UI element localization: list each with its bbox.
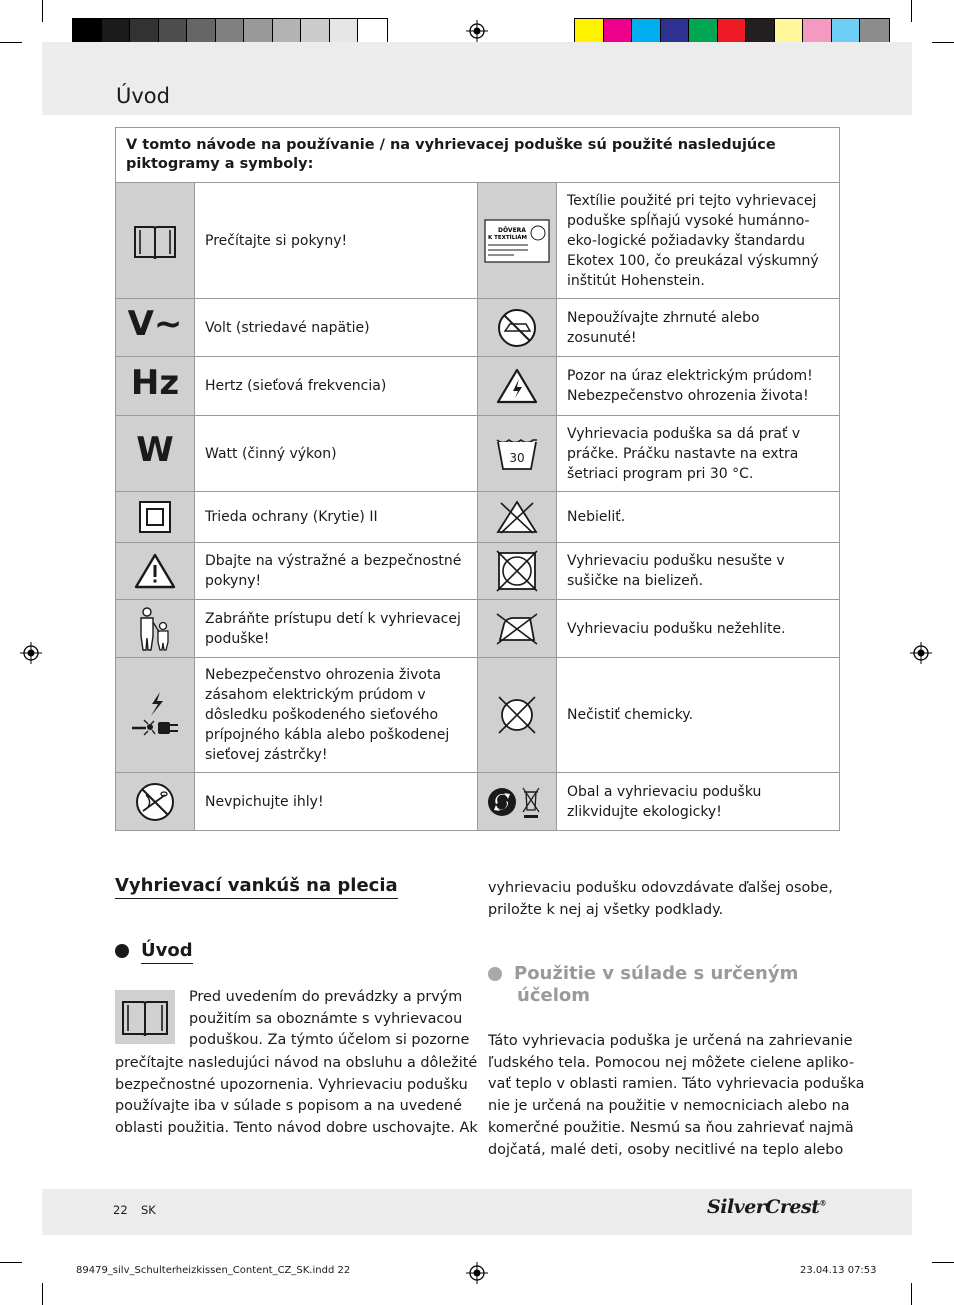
damaged-cable-icon (130, 690, 180, 740)
child-icon (135, 606, 175, 652)
text-line: poduškou. Za týmto účelom si pozorne (189, 1032, 470, 1049)
symbol-description: Vyhrievaciu podušku nesušte v sušičke na bielizeň. (557, 543, 840, 600)
text-line: prečítajte nasledujúci návod na obsluhu a dôležité (115, 1055, 478, 1071)
symbol-description: Nebieliť. (557, 492, 840, 543)
text-line: Táto vyhrievacia poduška je určená na zahrievanie (488, 1033, 853, 1049)
symbol-description: Prečítajte si pokyny! (195, 183, 478, 299)
warning-icon (134, 552, 176, 590)
registration-mark-icon (466, 20, 488, 42)
text-line: priložte k nej aj všetky podklady. (488, 901, 724, 918)
wash-temp-label: 30 (509, 450, 525, 465)
symbol-cell (116, 357, 195, 416)
table-row (116, 416, 840, 492)
crop-mark (911, 1283, 912, 1305)
text-line: Pred uvedením do prevádzky a prvým (189, 989, 463, 1005)
symbol-description: Volt (striedavé napätie) (195, 299, 478, 357)
brand-part-a: Silver (707, 1196, 766, 1218)
symbol-cell (478, 543, 557, 600)
registration-mark-icon (466, 1262, 488, 1284)
wash-30-icon (495, 436, 539, 472)
table-row (116, 183, 840, 299)
intro-paragraph-part2 (115, 1053, 478, 1140)
symbol-cell (116, 773, 195, 831)
brand-part-b: Crest (765, 1196, 820, 1218)
symbol-cell (478, 357, 557, 416)
crop-mark (911, 0, 912, 22)
crop-mark (42, 0, 43, 22)
slug-date: 23.04.13 07:53 (800, 1265, 877, 1276)
symbol-cell (478, 416, 557, 492)
symbol-description: Dbajte na výstražné a bezpečnostné pokyny! (195, 543, 478, 600)
section-title-text: Úvod (141, 940, 193, 964)
section-title-text: účelom (517, 985, 590, 1006)
book-icon (115, 990, 175, 1044)
crop-mark (0, 1262, 22, 1263)
no-tumble-dry-icon (495, 549, 539, 593)
section-title-intro (115, 940, 193, 961)
language-code: SK (141, 1203, 156, 1217)
section-title-text: Použitie v súlade s určeným (514, 963, 799, 984)
slug-filename: 89479_silv_Schulterheizkissen_Content_CZ_SK.indd 22 (76, 1265, 351, 1276)
symbol-cell (116, 299, 195, 357)
oeko-label-line2: K TEXTÍLIÁM (488, 234, 528, 241)
electric-warning-icon (496, 367, 538, 405)
continued-paragraph (488, 878, 833, 921)
oeko-label-line1: DÔVERA (498, 226, 526, 234)
symbols-table (115, 127, 840, 831)
symbol-cell (116, 416, 195, 492)
table-row (116, 600, 840, 658)
symbol-cell (116, 543, 195, 600)
text-line: vyhrievaciu podušku odovzdávate ďalšej osobe, (488, 880, 833, 896)
book-icon (133, 221, 177, 261)
section-title-shoulder-pad (115, 875, 398, 896)
text-line: bezpečnostné upozornenia. Vyhrievaciu podušku (115, 1076, 468, 1093)
symbol-description: Vyhrievacia poduška sa dá prať v práčke. Práčku nastavte na extra šetriaci program pri 30 °C. (557, 416, 840, 492)
text-line: používajte iba v súlade s popisom a na uvedené (115, 1098, 463, 1115)
intro-paragraph-part1 (189, 987, 469, 1052)
symbol-description: Textílie použité pri tejto vyhrievacej poduške spĺňajú vysoké humánno-eko-logické požiadavky štandardu Ekotex 100, čo preukázal výskumný inštitút Hohenstein. (557, 183, 840, 299)
symbol-cell (116, 183, 195, 299)
text-line: dojčatá, malé deti, osoby necitlivé na teplo alebo (488, 1141, 844, 1158)
bullet-icon (115, 944, 129, 958)
table-row (116, 357, 840, 416)
brand-logo (707, 1196, 826, 1218)
table-row (116, 492, 840, 543)
text-line: oblasti použitia. Tento návod dobre uschovajte. Ak (115, 1120, 478, 1137)
symbol-cell (116, 658, 195, 773)
bullet-icon (488, 967, 502, 981)
intended-use-paragraph (488, 1031, 864, 1161)
table-row (116, 658, 840, 773)
watt-symbol: W (136, 430, 174, 470)
symbol-description: Pozor na úraz elektrickým prúdom! Nebezpečenstvo ohrozenia života! (557, 357, 840, 416)
hertz-symbol: Hz (130, 362, 180, 403)
symbol-cell (478, 600, 557, 658)
symbol-cell (478, 299, 557, 357)
registration-mark-icon (910, 642, 932, 664)
brand-mark: ® (819, 1198, 826, 1208)
symbol-description: Vyhrievaciu podušku nežehlite. (557, 600, 840, 658)
text-line: komerčné použitie. Nesmú sa ňou zahrievať najmä (488, 1119, 854, 1136)
symbol-description: Watt (činný výkon) (195, 416, 478, 492)
text-line: nie je určená na použitie v nemocniciach alebo na (488, 1098, 850, 1115)
text-line: ľudského tela. Pomocou nej môžete cielene apliko- (488, 1054, 855, 1071)
no-needles-icon (134, 781, 176, 823)
symbol-description: Nepoužívajte zhrnuté alebo zosunuté! (557, 299, 840, 357)
table-row (116, 773, 840, 831)
no-folded-icon (496, 307, 538, 349)
volt-symbol: V~ (127, 304, 183, 344)
symbol-cell (116, 492, 195, 543)
crop-mark (932, 1262, 954, 1263)
symbol-cell (478, 183, 557, 299)
registration-mark-icon (20, 642, 42, 664)
table-caption: V tomto návode na používanie / na vyhrievacej poduške sú použité nasledujúce piktogramy a symboly: (116, 128, 840, 183)
symbol-description: Obal a vyhrievaciu podušku zlikvidujte ekologicky! (557, 773, 840, 831)
symbol-cell (478, 658, 557, 773)
section-title-intended-use (488, 963, 798, 1007)
book-icon-box (115, 990, 175, 1044)
symbol-description: Nebezpečenstvo ohrozenia života zásahom elektrickým prúdom v dôsledku poškodeného sieťového prípojného kábla alebo poškodenej sieťovej zástrčky! (195, 658, 478, 773)
no-dry-clean-icon (495, 693, 539, 737)
header-band (42, 42, 912, 115)
symbol-description: Trieda ochrany (Krytie) II (195, 492, 478, 543)
symbol-description: Hertz (sieťová frekvencia) (195, 357, 478, 416)
crop-mark (0, 42, 22, 43)
crop-mark (42, 1283, 43, 1305)
symbol-description: Zabráňte prístupu detí k vyhrievacej poduške! (195, 600, 478, 658)
symbol-description: Nevpichujte ihly! (195, 773, 478, 831)
oeko-tex-label-icon (484, 219, 550, 263)
class-ii-icon (138, 500, 172, 534)
no-iron-icon (494, 610, 540, 648)
page-number: 22 (113, 1203, 128, 1217)
text-line: použitím sa oboznámte s vyhrievacou (189, 1010, 463, 1027)
crop-mark (932, 42, 954, 43)
text-line: vať teplo v oblasti ramien. Táto vyhrievacia poduška (488, 1076, 865, 1093)
table-row (116, 299, 840, 357)
page-title: Úvod (116, 84, 170, 108)
recycle-icon (486, 782, 548, 822)
table-caption-row (116, 128, 840, 183)
table-row (116, 543, 840, 600)
no-bleach-icon (495, 499, 539, 535)
symbol-description: Nečistiť chemicky. (557, 658, 840, 773)
symbol-cell (478, 492, 557, 543)
symbol-cell (116, 600, 195, 658)
symbol-cell (478, 773, 557, 831)
section-title-text: Vyhrievací vankúš na plecia (115, 875, 398, 899)
